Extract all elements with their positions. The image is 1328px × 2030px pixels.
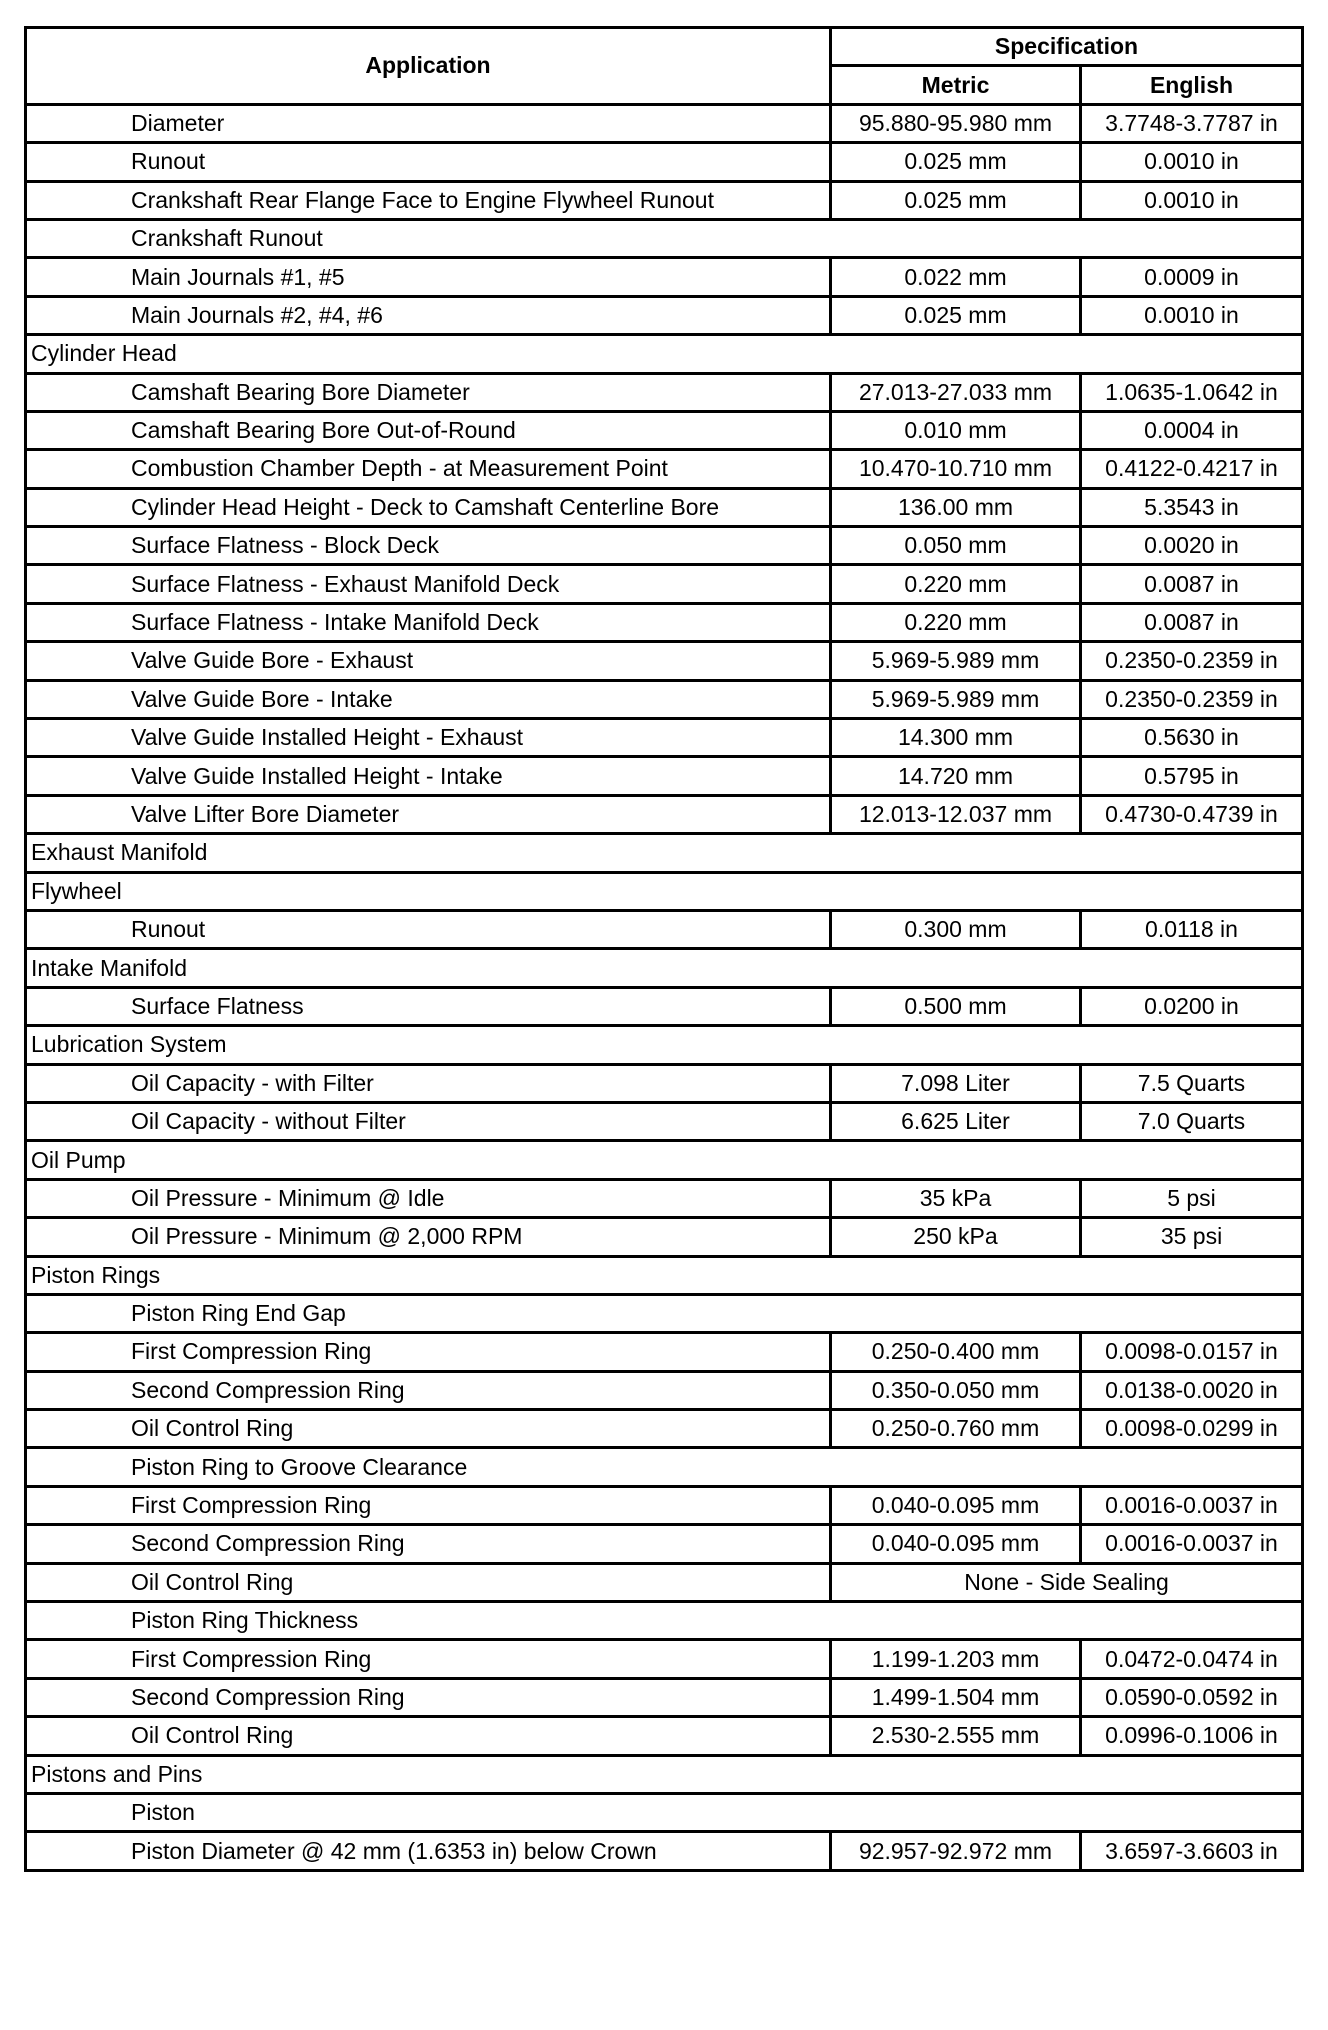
english-cell: 0.0004 in <box>1081 411 1303 449</box>
english-cell: 1.0635-1.0642 in <box>1081 373 1303 411</box>
table-row <box>26 1410 1303 1448</box>
table-row <box>26 949 1303 987</box>
application-cell: Main Journals #2, #4, #6 <box>26 296 831 334</box>
english-cell: 0.0590-0.0592 in <box>1081 1678 1303 1716</box>
header-application: Application <box>26 28 831 105</box>
subsection-heading: Piston Ring to Groove Clearance <box>26 1448 1303 1486</box>
table-row <box>26 219 1303 257</box>
table-row <box>26 1218 1303 1256</box>
english-cell: 0.0087 in <box>1081 603 1303 641</box>
metric-cell: 0.025 mm <box>831 143 1081 181</box>
header-english: English <box>1081 66 1303 104</box>
metric-cell: 0.220 mm <box>831 565 1081 603</box>
application-cell: Crankshaft Rear Flange Face to Engine Flywheel Runout <box>26 181 831 219</box>
metric-cell: 2.530-2.555 mm <box>831 1717 1081 1755</box>
table-row <box>26 104 1303 142</box>
table-body <box>26 104 1303 1870</box>
table-row <box>26 335 1303 373</box>
english-cell: 3.6597-3.6603 in <box>1081 1832 1303 1870</box>
table-row <box>26 527 1303 565</box>
english-cell: 0.0472-0.0474 in <box>1081 1640 1303 1678</box>
table-header <box>26 28 1303 105</box>
application-cell: First Compression Ring <box>26 1333 831 1371</box>
subsection-heading: Crankshaft Runout <box>26 219 1303 257</box>
english-cell: 0.0016-0.0037 in <box>1081 1525 1303 1563</box>
metric-cell: 14.300 mm <box>831 719 1081 757</box>
english-cell: 5.3543 in <box>1081 488 1303 526</box>
english-cell: 0.2350-0.2359 in <box>1081 642 1303 680</box>
table-row <box>26 488 1303 526</box>
metric-cell: 0.025 mm <box>831 181 1081 219</box>
table-row <box>26 143 1303 181</box>
table-row <box>26 1832 1303 1870</box>
section-heading: Pistons and Pins <box>26 1755 1303 1793</box>
metric-cell: 0.050 mm <box>831 527 1081 565</box>
english-cell: 0.2350-0.2359 in <box>1081 680 1303 718</box>
table-row <box>26 795 1303 833</box>
application-cell: Camshaft Bearing Bore Out-of-Round <box>26 411 831 449</box>
table-row <box>26 1064 1303 1102</box>
application-cell: Piston Diameter @ 42 mm (1.6353 in) below Crown <box>26 1832 831 1870</box>
section-heading: Intake Manifold <box>26 949 1303 987</box>
metric-cell: 14.720 mm <box>831 757 1081 795</box>
english-cell: 5 psi <box>1081 1179 1303 1217</box>
metric-cell: 7.098 Liter <box>831 1064 1081 1102</box>
metric-cell: 12.013-12.037 mm <box>831 795 1081 833</box>
english-cell: 0.4730-0.4739 in <box>1081 795 1303 833</box>
english-cell: 35 psi <box>1081 1218 1303 1256</box>
application-cell: Oil Capacity - without Filter <box>26 1102 831 1140</box>
table-row <box>26 450 1303 488</box>
subsection-heading: Piston Ring Thickness <box>26 1602 1303 1640</box>
application-cell: Surface Flatness - Block Deck <box>26 527 831 565</box>
application-cell: Surface Flatness <box>26 987 831 1025</box>
table-row <box>26 411 1303 449</box>
application-cell: Second Compression Ring <box>26 1525 831 1563</box>
section-heading: Lubrication System <box>26 1026 1303 1064</box>
table-row <box>26 1717 1303 1755</box>
table-row <box>26 910 1303 948</box>
metric-cell: 1.199-1.203 mm <box>831 1640 1081 1678</box>
table-row <box>26 258 1303 296</box>
application-cell: Valve Guide Installed Height - Exhaust <box>26 719 831 757</box>
table-row <box>26 642 1303 680</box>
subsection-heading: Piston Ring End Gap <box>26 1294 1303 1332</box>
table-row <box>26 1026 1303 1064</box>
english-cell: 0.0016-0.0037 in <box>1081 1486 1303 1524</box>
table-row <box>26 181 1303 219</box>
english-cell: 0.0098-0.0299 in <box>1081 1410 1303 1448</box>
metric-cell: 0.300 mm <box>831 910 1081 948</box>
table-row <box>26 757 1303 795</box>
metric-cell: 0.025 mm <box>831 296 1081 334</box>
metric-cell: 0.040-0.095 mm <box>831 1486 1081 1524</box>
application-cell: Second Compression Ring <box>26 1371 831 1409</box>
application-cell: Valve Guide Bore - Intake <box>26 680 831 718</box>
metric-cell: 0.350-0.050 mm <box>831 1371 1081 1409</box>
english-cell: 0.4122-0.4217 in <box>1081 450 1303 488</box>
english-cell: 0.0010 in <box>1081 181 1303 219</box>
table-row <box>26 1256 1303 1294</box>
section-heading: Flywheel <box>26 872 1303 910</box>
application-cell: First Compression Ring <box>26 1486 831 1524</box>
table-row <box>26 603 1303 641</box>
section-heading: Oil Pump <box>26 1141 1303 1179</box>
metric-cell: 5.969-5.989 mm <box>831 680 1081 718</box>
application-cell: Oil Pressure - Minimum @ Idle <box>26 1179 831 1217</box>
english-cell: 0.0118 in <box>1081 910 1303 948</box>
section-heading: Exhaust Manifold <box>26 834 1303 872</box>
metric-cell: 0.010 mm <box>831 411 1081 449</box>
application-cell: Runout <box>26 910 831 948</box>
section-heading: Cylinder Head <box>26 335 1303 373</box>
header-row-1 <box>26 28 1303 66</box>
table-row <box>26 1563 1303 1601</box>
application-cell: Surface Flatness - Exhaust Manifold Deck <box>26 565 831 603</box>
table-row <box>26 834 1303 872</box>
application-cell: Second Compression Ring <box>26 1678 831 1716</box>
application-cell: Surface Flatness - Intake Manifold Deck <box>26 603 831 641</box>
application-cell: Valve Lifter Bore Diameter <box>26 795 831 833</box>
metric-cell: 0.250-0.760 mm <box>831 1410 1081 1448</box>
header-metric: Metric <box>831 66 1081 104</box>
application-cell: Oil Control Ring <box>26 1563 831 1601</box>
metric-cell: 27.013-27.033 mm <box>831 373 1081 411</box>
table-row <box>26 872 1303 910</box>
application-cell: Camshaft Bearing Bore Diameter <box>26 373 831 411</box>
table-row <box>26 987 1303 1025</box>
application-cell: First Compression Ring <box>26 1640 831 1678</box>
table-row <box>26 1102 1303 1140</box>
table-row <box>26 373 1303 411</box>
specification-cell: None - Side Sealing <box>831 1563 1303 1601</box>
application-cell: Valve Guide Bore - Exhaust <box>26 642 831 680</box>
metric-cell: 92.957-92.972 mm <box>831 1832 1081 1870</box>
english-cell: 0.0087 in <box>1081 565 1303 603</box>
english-cell: 0.0010 in <box>1081 296 1303 334</box>
application-cell: Diameter <box>26 104 831 142</box>
table-row <box>26 1525 1303 1563</box>
table-row <box>26 1755 1303 1793</box>
table-row <box>26 680 1303 718</box>
table-row <box>26 1371 1303 1409</box>
application-cell: Main Journals #1, #5 <box>26 258 831 296</box>
table-row <box>26 1640 1303 1678</box>
metric-cell: 10.470-10.710 mm <box>831 450 1081 488</box>
table-row <box>26 1294 1303 1332</box>
application-cell: Oil Pressure - Minimum @ 2,000 RPM <box>26 1218 831 1256</box>
metric-cell: 5.969-5.989 mm <box>831 642 1081 680</box>
table-row <box>26 1602 1303 1640</box>
metric-cell: 95.880-95.980 mm <box>831 104 1081 142</box>
english-cell: 0.0138-0.0020 in <box>1081 1371 1303 1409</box>
table-row <box>26 1448 1303 1486</box>
metric-cell: 136.00 mm <box>831 488 1081 526</box>
metric-cell: 0.250-0.400 mm <box>831 1333 1081 1371</box>
english-cell: 0.5630 in <box>1081 719 1303 757</box>
table-row <box>26 1179 1303 1217</box>
table-row <box>26 1678 1303 1716</box>
english-cell: 0.5795 in <box>1081 757 1303 795</box>
application-cell: Runout <box>26 143 831 181</box>
english-cell: 0.0098-0.0157 in <box>1081 1333 1303 1371</box>
table-row <box>26 719 1303 757</box>
table-row <box>26 1486 1303 1524</box>
section-heading: Piston Rings <box>26 1256 1303 1294</box>
table-row <box>26 1793 1303 1831</box>
application-cell: Oil Control Ring <box>26 1410 831 1448</box>
table-row <box>26 1333 1303 1371</box>
english-cell: 0.0200 in <box>1081 987 1303 1025</box>
metric-cell: 0.220 mm <box>831 603 1081 641</box>
application-cell: Cylinder Head Height - Deck to Camshaft Centerline Bore <box>26 488 831 526</box>
metric-cell: 35 kPa <box>831 1179 1081 1217</box>
metric-cell: 0.500 mm <box>831 987 1081 1025</box>
metric-cell: 0.022 mm <box>831 258 1081 296</box>
application-cell: Valve Guide Installed Height - Intake <box>26 757 831 795</box>
english-cell: 7.5 Quarts <box>1081 1064 1303 1102</box>
english-cell: 0.0010 in <box>1081 143 1303 181</box>
subsection-heading: Piston <box>26 1793 1303 1831</box>
table-row <box>26 296 1303 334</box>
spec-table-sheet <box>24 26 1301 1872</box>
metric-cell: 6.625 Liter <box>831 1102 1081 1140</box>
english-cell: 0.0996-0.1006 in <box>1081 1717 1303 1755</box>
english-cell: 7.0 Quarts <box>1081 1102 1303 1140</box>
specification-table <box>24 26 1304 1872</box>
table-row <box>26 1141 1303 1179</box>
metric-cell: 0.040-0.095 mm <box>831 1525 1081 1563</box>
header-specification: Specification <box>831 28 1303 66</box>
english-cell: 0.0020 in <box>1081 527 1303 565</box>
english-cell: 3.7748-3.7787 in <box>1081 104 1303 142</box>
metric-cell: 250 kPa <box>831 1218 1081 1256</box>
table-row <box>26 565 1303 603</box>
metric-cell: 1.499-1.504 mm <box>831 1678 1081 1716</box>
application-cell: Oil Capacity - with Filter <box>26 1064 831 1102</box>
english-cell: 0.0009 in <box>1081 258 1303 296</box>
application-cell: Oil Control Ring <box>26 1717 831 1755</box>
application-cell: Combustion Chamber Depth - at Measurement Point <box>26 450 831 488</box>
